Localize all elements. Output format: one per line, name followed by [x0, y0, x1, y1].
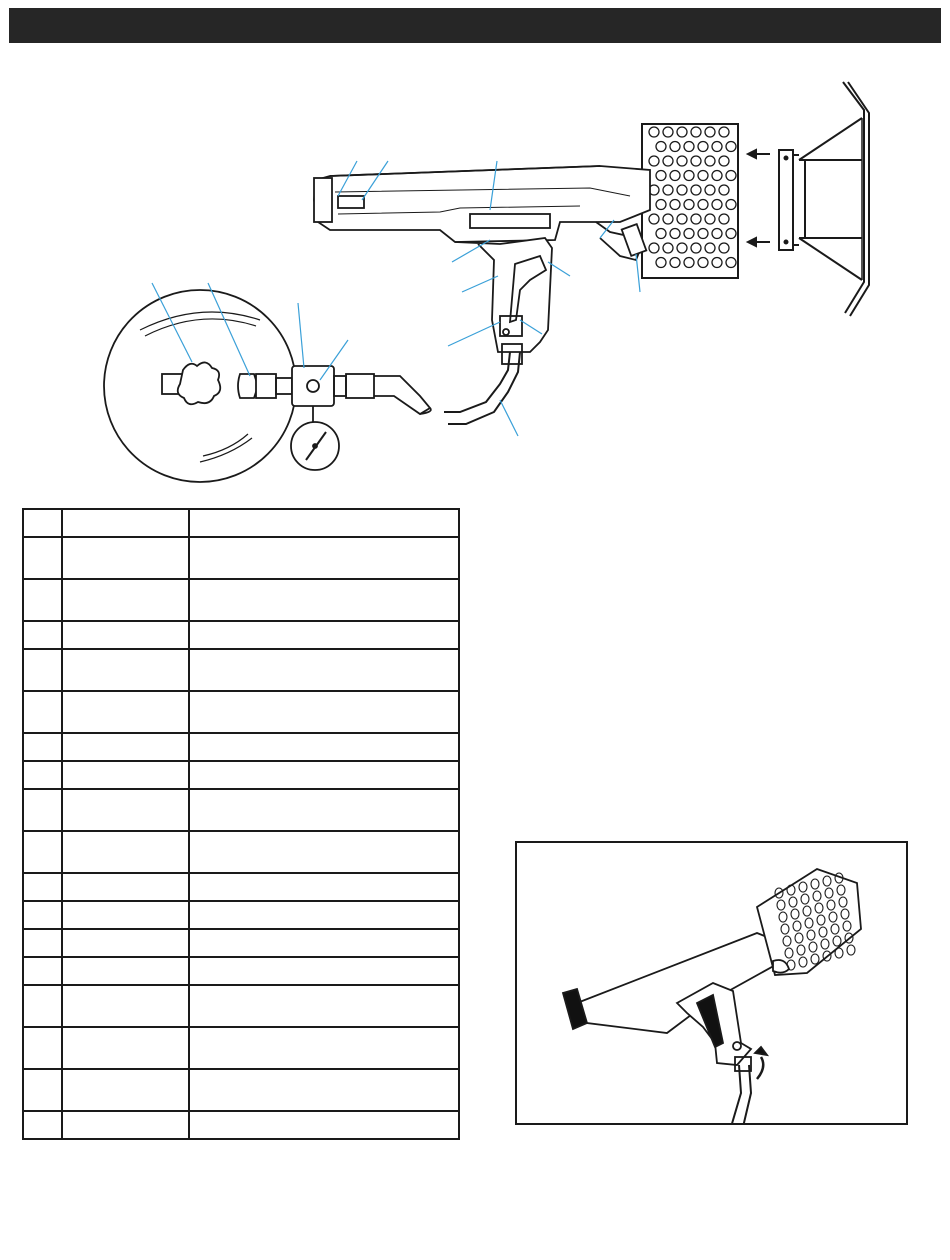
table-cell-name	[62, 761, 189, 789]
table-cell-name	[62, 901, 189, 929]
table-cell-desc	[189, 537, 459, 579]
parts-table-header-cell	[189, 509, 459, 537]
table-cell-desc	[189, 901, 459, 929]
table-cell-num	[23, 929, 62, 957]
table-cell-num	[23, 957, 62, 985]
table-row	[23, 831, 459, 873]
assembly-inset	[515, 841, 908, 1125]
heat-gun-assembly-icon	[517, 843, 908, 1125]
table-row	[23, 985, 459, 1027]
mesh-hole	[847, 945, 855, 955]
table-cell-name	[62, 733, 189, 761]
table-cell-desc	[189, 1027, 459, 1069]
mesh-hole	[835, 948, 843, 958]
mesh-shield-icon	[642, 124, 738, 278]
table-cell-num	[23, 985, 62, 1027]
table-cell-num	[23, 537, 62, 579]
table-cell-desc	[189, 1111, 459, 1139]
table-cell-desc	[189, 761, 459, 789]
table-cell-name	[62, 957, 189, 985]
table-cell-desc	[189, 789, 459, 831]
table-cell-name	[62, 1111, 189, 1139]
table-cell-desc	[189, 929, 459, 957]
table-cell-desc	[189, 1069, 459, 1111]
table-cell-name	[62, 579, 189, 621]
table-row	[23, 929, 459, 957]
table-cell-num	[23, 691, 62, 733]
table-cell-num	[23, 621, 62, 649]
table-row	[23, 789, 459, 831]
table-row	[23, 649, 459, 691]
table-row	[23, 957, 459, 985]
table-cell-num	[23, 901, 62, 929]
table-row	[23, 761, 459, 789]
table-cell-name	[62, 929, 189, 957]
table-cell-desc	[189, 579, 459, 621]
table-row	[23, 733, 459, 761]
table-row	[23, 537, 459, 579]
pressure-gauge-icon	[291, 422, 339, 470]
table-cell-desc	[189, 831, 459, 873]
table-cell-desc	[189, 873, 459, 901]
parts-table-header-cell	[62, 509, 189, 537]
parts-table-header-cell	[23, 509, 62, 537]
table-cell-desc	[189, 985, 459, 1027]
table-cell-desc	[189, 649, 459, 691]
table-cell-desc	[189, 733, 459, 761]
table-cell-name	[62, 1027, 189, 1069]
table-cell-num	[23, 579, 62, 621]
table-cell-desc	[189, 691, 459, 733]
table-cell-num	[23, 831, 62, 873]
table-cell-name	[62, 691, 189, 733]
table-cell-name	[62, 649, 189, 691]
table-cell-name	[62, 985, 189, 1027]
table-cell-num	[23, 649, 62, 691]
table-cell-num	[23, 789, 62, 831]
table-cell-num	[23, 873, 62, 901]
table-row	[23, 873, 459, 901]
table-row	[23, 1027, 459, 1069]
table-cell-num	[23, 733, 62, 761]
table-cell-num	[23, 1069, 62, 1111]
table-cell-name	[62, 1069, 189, 1111]
table-cell-desc	[189, 621, 459, 649]
table-row	[23, 691, 459, 733]
table-row	[23, 1069, 459, 1111]
table-cell-name	[62, 873, 189, 901]
table-cell-num	[23, 1027, 62, 1069]
table-cell-name	[62, 537, 189, 579]
parts-table-header	[23, 509, 459, 537]
table-row	[23, 621, 459, 649]
wire-stand-icon	[779, 82, 869, 316]
table-row	[23, 1111, 459, 1139]
table-cell-name	[62, 621, 189, 649]
table-cell-num	[23, 1111, 62, 1139]
parts-table	[22, 508, 460, 1140]
table-cell-num	[23, 761, 62, 789]
table-cell-desc	[189, 957, 459, 985]
table-row	[23, 901, 459, 929]
gas-regulator-icon	[104, 290, 431, 482]
table-cell-name	[62, 831, 189, 873]
arrow-icon	[748, 150, 770, 246]
table-cell-name	[62, 789, 189, 831]
heat-gun-diagram	[0, 0, 950, 500]
table-row	[23, 579, 459, 621]
heat-gun-cutaway-icon	[314, 166, 650, 424]
